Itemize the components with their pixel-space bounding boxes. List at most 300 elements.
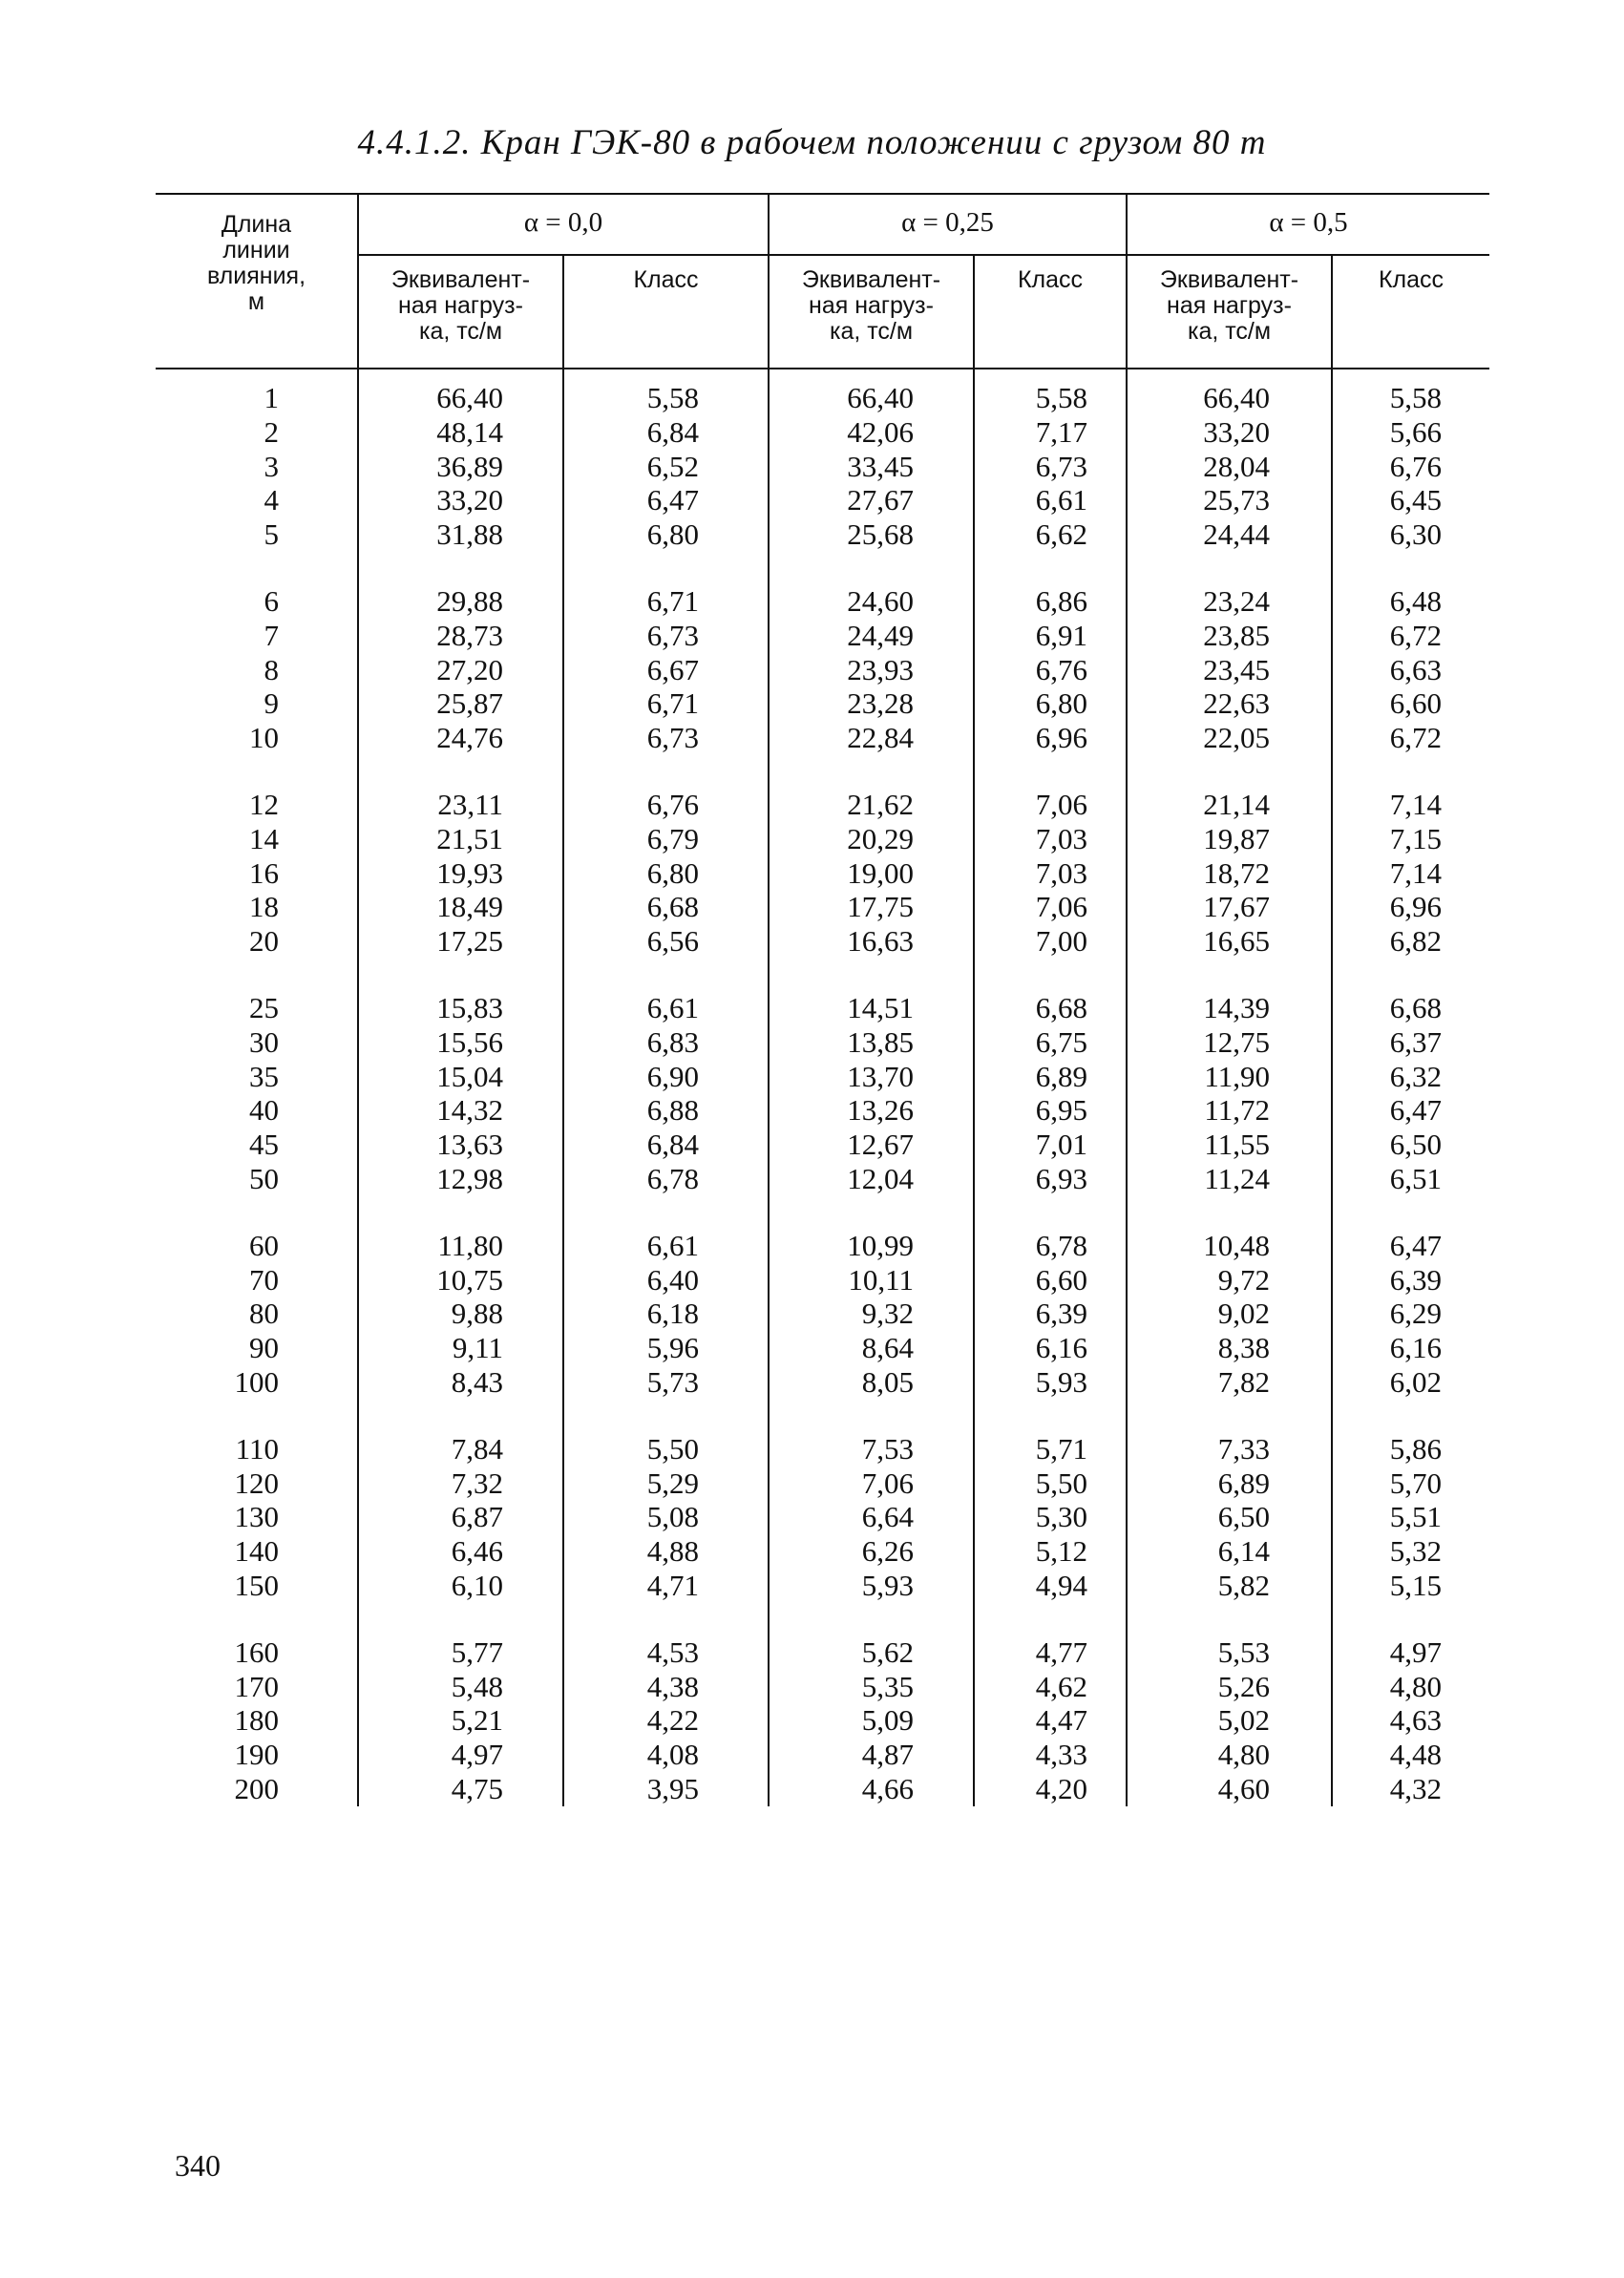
cell-equiv-load-a05: 23,45 — [1127, 653, 1332, 687]
cell-equiv-load-a0: 10,75 — [358, 1263, 563, 1297]
cell-class-a025: 6,96 — [974, 721, 1127, 755]
table-row — [156, 721, 1489, 755]
cell-equiv-load-a025: 42,06 — [769, 415, 974, 450]
header-equiv-line: Эквивалент- — [801, 266, 941, 293]
cell-equiv-load-a0: 6,87 — [358, 1500, 563, 1534]
cell-equiv-load-a0: 27,20 — [358, 653, 563, 687]
cell-equiv-load-a0: 13,63 — [358, 1128, 563, 1162]
cell-equiv-load-a025: 13,85 — [769, 1025, 974, 1060]
table-row — [156, 1128, 1489, 1162]
page-title: 4.4.1.2. Кран ГЭК-80 в рабочем положении с грузом 80 т — [357, 123, 1267, 162]
header-equiv-line: Эквивалент- — [390, 266, 531, 293]
cell-length: 45 — [249, 1128, 279, 1162]
header-length-line: м — [247, 288, 265, 315]
cell-length: 14 — [249, 821, 279, 855]
cell-class-a05: 7,14 — [1332, 755, 1489, 822]
header-equiv-line: ная нагруз- — [1167, 292, 1292, 319]
cell-equiv-load-a05: 33,20 — [1127, 415, 1332, 450]
cell-class-a05: 6,51 — [1332, 1162, 1489, 1196]
cell-equiv-load-a025: 16,63 — [769, 924, 974, 959]
cell-length: 120 — [234, 1466, 279, 1500]
table-row — [156, 1569, 1489, 1603]
cell-class-a025: 6,39 — [974, 1297, 1127, 1331]
header-equiv-load — [1127, 255, 1332, 369]
cell-equiv-load-a0: 25,87 — [358, 686, 563, 721]
cell-equiv-load-a05: 25,73 — [1127, 483, 1332, 517]
header-length-line: влияния, — [206, 263, 306, 289]
cell-class-a05: 5,70 — [1332, 1466, 1489, 1501]
cell-length: 70 — [249, 1262, 279, 1297]
cell-class-a0: 6,73 — [563, 619, 769, 653]
cell-equiv-load-a0: 66,40 — [358, 369, 563, 415]
cell-class-a025: 7,03 — [974, 856, 1127, 891]
cell-length: 25 — [249, 990, 279, 1024]
cell-class-a025: 7,17 — [974, 415, 1127, 450]
cell-length: 20 — [249, 924, 279, 959]
cell-equiv-load-a0: 5,21 — [358, 1703, 563, 1738]
cell-class-a025: 4,62 — [974, 1670, 1127, 1704]
cell-class-a025: 6,61 — [974, 483, 1127, 517]
table-row — [156, 1263, 1489, 1297]
cell-class-a0: 4,22 — [563, 1703, 769, 1738]
table-row — [156, 1060, 1489, 1094]
cell-equiv-load-a025: 12,04 — [769, 1162, 974, 1196]
cell-equiv-load-a05: 11,55 — [1127, 1128, 1332, 1162]
cell-class-a0: 4,88 — [563, 1534, 769, 1569]
table-row — [156, 415, 1489, 450]
cell-class-a0: 6,76 — [563, 755, 769, 822]
cell-length: 6 — [264, 583, 279, 618]
cell-equiv-load-a025: 7,06 — [769, 1466, 974, 1501]
cell-equiv-load-a0: 4,97 — [358, 1738, 563, 1772]
header-equiv-line: ка, тс/м — [418, 318, 503, 345]
cell-class-a05: 7,14 — [1332, 856, 1489, 891]
cell-length: 9 — [264, 686, 279, 721]
cell-class-a05: 6,72 — [1332, 721, 1489, 755]
table-row — [156, 1365, 1489, 1400]
cell-class-a025: 6,75 — [974, 1025, 1127, 1060]
header-equiv-line: Эквивалент- — [1159, 266, 1299, 293]
cell-class-a05: 6,50 — [1332, 1128, 1489, 1162]
table-row — [156, 1772, 1489, 1806]
cell-class-a05: 4,80 — [1332, 1670, 1489, 1704]
table-row — [156, 686, 1489, 721]
cell-class-a0: 6,83 — [563, 1025, 769, 1060]
cell-class-a025: 6,80 — [974, 686, 1127, 721]
cell-equiv-load-a025: 27,67 — [769, 483, 974, 517]
cell-equiv-load-a05: 22,63 — [1127, 686, 1332, 721]
cell-equiv-load-a025: 22,84 — [769, 721, 974, 755]
cell-class-a05: 5,15 — [1332, 1569, 1489, 1603]
cell-equiv-load-a05: 5,02 — [1127, 1703, 1332, 1738]
cell-equiv-load-a05: 10,48 — [1127, 1196, 1332, 1263]
cell-equiv-load-a05: 5,26 — [1127, 1670, 1332, 1704]
cell-length: 50 — [249, 1161, 279, 1195]
cell-class-a05: 5,58 — [1332, 369, 1489, 415]
cell-equiv-load-a0: 7,32 — [358, 1466, 563, 1501]
equivalent-load-table — [156, 193, 1489, 1806]
cell-equiv-load-a025: 24,60 — [769, 552, 974, 619]
cell-equiv-load-a0: 4,75 — [358, 1772, 563, 1806]
cell-equiv-load-a0: 14,32 — [358, 1093, 563, 1128]
table-row — [156, 369, 1489, 415]
cell-equiv-load-a0: 48,14 — [358, 415, 563, 450]
cell-equiv-load-a025: 13,70 — [769, 1060, 974, 1094]
cell-class-a05: 4,63 — [1332, 1703, 1489, 1738]
cell-equiv-load-a025: 8,05 — [769, 1365, 974, 1400]
table-row — [156, 856, 1489, 891]
cell-equiv-load-a025: 33,45 — [769, 450, 974, 484]
cell-equiv-load-a025: 4,87 — [769, 1738, 974, 1772]
cell-class-a025: 6,60 — [974, 1263, 1127, 1297]
cell-equiv-load-a05: 21,14 — [1127, 755, 1332, 822]
table-row — [156, 1466, 1489, 1501]
header-equiv-line: ка, тс/м — [1187, 318, 1272, 345]
cell-equiv-load-a0: 28,73 — [358, 619, 563, 653]
cell-equiv-load-a025: 5,93 — [769, 1569, 974, 1603]
header-equiv-load — [358, 255, 563, 369]
cell-class-a0: 3,95 — [563, 1772, 769, 1806]
cell-class-a025: 5,50 — [974, 1466, 1127, 1501]
cell-equiv-load-a05: 12,75 — [1127, 1025, 1332, 1060]
cell-equiv-load-a025: 24,49 — [769, 619, 974, 653]
table-row — [156, 1331, 1489, 1365]
cell-class-a05: 6,16 — [1332, 1331, 1489, 1365]
cell-length: 200 — [234, 1771, 279, 1805]
header-length-line: линии — [222, 237, 290, 264]
cell-class-a05: 6,47 — [1332, 1093, 1489, 1128]
header-class: Класс — [563, 255, 769, 369]
cell-equiv-load-a025: 10,11 — [769, 1263, 974, 1297]
cell-class-a0: 6,52 — [563, 450, 769, 484]
cell-class-a0: 5,29 — [563, 1466, 769, 1501]
cell-class-a05: 6,45 — [1332, 483, 1489, 517]
cell-equiv-load-a0: 11,80 — [358, 1196, 563, 1263]
header-alpha-0: α = 0,0 — [358, 194, 769, 255]
cell-class-a025: 6,73 — [974, 450, 1127, 484]
cell-length: 90 — [249, 1331, 279, 1365]
cell-class-a05: 6,48 — [1332, 552, 1489, 619]
cell-equiv-load-a025: 7,53 — [769, 1400, 974, 1466]
cell-equiv-load-a05: 22,05 — [1127, 721, 1332, 755]
cell-equiv-load-a05: 4,80 — [1127, 1738, 1332, 1772]
header-length-line: Длина — [221, 211, 292, 238]
cell-class-a05: 5,66 — [1332, 415, 1489, 450]
table-row — [156, 1603, 1489, 1670]
cell-length: 30 — [249, 1024, 279, 1059]
table-row — [156, 1297, 1489, 1331]
cell-equiv-load-a025: 21,62 — [769, 755, 974, 822]
cell-class-a0: 6,80 — [563, 517, 769, 552]
cell-class-a025: 6,91 — [974, 619, 1127, 653]
cell-class-a0: 6,71 — [563, 552, 769, 619]
cell-equiv-load-a0: 5,48 — [358, 1670, 563, 1704]
cell-class-a05: 6,47 — [1332, 1196, 1489, 1263]
table-row — [156, 552, 1489, 619]
cell-equiv-load-a05: 6,14 — [1127, 1534, 1332, 1569]
cell-class-a0: 6,61 — [563, 959, 769, 1025]
header-influence-line-length — [156, 194, 358, 369]
cell-class-a025: 4,77 — [974, 1603, 1127, 1670]
cell-equiv-load-a025: 8,64 — [769, 1331, 974, 1365]
table-row — [156, 822, 1489, 856]
cell-class-a025: 6,78 — [974, 1196, 1127, 1263]
page-number: 340 — [175, 2148, 221, 2183]
cell-class-a05: 6,82 — [1332, 924, 1489, 959]
cell-length: 35 — [249, 1059, 279, 1093]
cell-class-a0: 6,84 — [563, 1128, 769, 1162]
cell-class-a05: 6,02 — [1332, 1365, 1489, 1400]
cell-equiv-load-a05: 11,24 — [1127, 1162, 1332, 1196]
cell-equiv-load-a05: 14,39 — [1127, 959, 1332, 1025]
cell-equiv-load-a05: 5,82 — [1127, 1569, 1332, 1603]
cell-class-a025: 5,58 — [974, 369, 1127, 415]
header-class: Класс — [1332, 255, 1489, 369]
table-row — [156, 890, 1489, 924]
cell-class-a0: 6,18 — [563, 1297, 769, 1331]
load-table-container — [156, 193, 1489, 1806]
cell-length: 170 — [234, 1669, 279, 1703]
cell-length: 8 — [264, 652, 279, 686]
cell-equiv-load-a0: 21,51 — [358, 822, 563, 856]
cell-class-a0: 6,71 — [563, 686, 769, 721]
table-row — [156, 1500, 1489, 1534]
cell-length: 10 — [249, 721, 279, 755]
cell-class-a0: 4,53 — [563, 1603, 769, 1670]
cell-class-a0: 6,68 — [563, 890, 769, 924]
header-equiv-line: ка, тс/м — [829, 318, 914, 345]
cell-equiv-load-a05: 16,65 — [1127, 924, 1332, 959]
cell-length: 16 — [249, 855, 279, 890]
cell-class-a05: 6,72 — [1332, 619, 1489, 653]
cell-equiv-load-a0: 29,88 — [358, 552, 563, 619]
cell-class-a025: 7,03 — [974, 822, 1127, 856]
cell-class-a025: 7,00 — [974, 924, 1127, 959]
cell-equiv-load-a05: 11,90 — [1127, 1060, 1332, 1094]
cell-equiv-load-a0: 8,43 — [358, 1365, 563, 1400]
cell-class-a05: 4,97 — [1332, 1603, 1489, 1670]
cell-class-a05: 6,63 — [1332, 653, 1489, 687]
cell-length: 1 — [264, 381, 279, 414]
cell-length: 5 — [264, 517, 279, 552]
cell-class-a0: 4,38 — [563, 1670, 769, 1704]
table-body — [156, 369, 1489, 1806]
cell-equiv-load-a025: 5,62 — [769, 1603, 974, 1670]
header-alpha-05: α = 0,5 — [1127, 194, 1489, 255]
cell-class-a05: 4,48 — [1332, 1738, 1489, 1772]
cell-equiv-load-a0: 31,88 — [358, 517, 563, 552]
cell-class-a025: 5,93 — [974, 1365, 1127, 1400]
cell-class-a05: 4,32 — [1332, 1772, 1489, 1806]
cell-class-a0: 6,80 — [563, 856, 769, 891]
cell-equiv-load-a025: 20,29 — [769, 822, 974, 856]
header-equiv-line: ная нагруз- — [809, 292, 934, 319]
table-row — [156, 1196, 1489, 1263]
cell-class-a05: 6,60 — [1332, 686, 1489, 721]
table-row — [156, 1534, 1489, 1569]
header-alpha-025: α = 0,25 — [769, 194, 1127, 255]
cell-class-a05: 5,32 — [1332, 1534, 1489, 1569]
cell-length: 18 — [249, 890, 279, 924]
cell-equiv-load-a025: 17,75 — [769, 890, 974, 924]
cell-equiv-load-a05: 6,89 — [1127, 1466, 1332, 1501]
cell-equiv-load-a0: 36,89 — [358, 450, 563, 484]
cell-equiv-load-a05: 6,50 — [1127, 1500, 1332, 1534]
cell-class-a0: 5,73 — [563, 1365, 769, 1400]
table-row — [156, 619, 1489, 653]
table-row — [156, 755, 1489, 822]
cell-class-a0: 6,88 — [563, 1093, 769, 1128]
cell-class-a05: 6,32 — [1332, 1060, 1489, 1094]
cell-equiv-load-a05: 23,24 — [1127, 552, 1332, 619]
cell-class-a025: 6,95 — [974, 1093, 1127, 1128]
cell-length: 130 — [234, 1500, 279, 1534]
cell-length: 4 — [264, 483, 279, 517]
cell-equiv-load-a0: 5,77 — [358, 1603, 563, 1670]
table-row — [156, 450, 1489, 484]
cell-class-a0: 6,67 — [563, 653, 769, 687]
cell-equiv-load-a05: 17,67 — [1127, 890, 1332, 924]
table-row — [156, 959, 1489, 1025]
cell-equiv-load-a05: 9,02 — [1127, 1297, 1332, 1331]
cell-equiv-load-a0: 15,83 — [358, 959, 563, 1025]
cell-class-a025: 4,94 — [974, 1569, 1127, 1603]
cell-length: 3 — [264, 449, 279, 483]
cell-equiv-load-a05: 24,44 — [1127, 517, 1332, 552]
cell-equiv-load-a0: 6,46 — [358, 1534, 563, 1569]
cell-length: 150 — [234, 1568, 279, 1602]
cell-class-a0: 4,08 — [563, 1738, 769, 1772]
cell-length: 2 — [264, 414, 279, 449]
cell-class-a0: 6,90 — [563, 1060, 769, 1094]
cell-equiv-load-a05: 28,04 — [1127, 450, 1332, 484]
cell-class-a05: 5,86 — [1332, 1400, 1489, 1466]
cell-class-a05: 6,76 — [1332, 450, 1489, 484]
cell-equiv-load-a05: 19,87 — [1127, 822, 1332, 856]
cell-equiv-load-a0: 12,98 — [358, 1162, 563, 1196]
cell-length: 80 — [249, 1297, 279, 1331]
table-row — [156, 1093, 1489, 1128]
header-class: Класс — [974, 255, 1127, 369]
cell-class-a0: 6,47 — [563, 483, 769, 517]
cell-equiv-load-a025: 6,26 — [769, 1534, 974, 1569]
cell-class-a025: 7,06 — [974, 890, 1127, 924]
cell-class-a025: 6,86 — [974, 552, 1127, 619]
cell-class-a025: 5,30 — [974, 1500, 1127, 1534]
cell-class-a025: 6,93 — [974, 1162, 1127, 1196]
cell-class-a0: 6,78 — [563, 1162, 769, 1196]
cell-class-a025: 6,89 — [974, 1060, 1127, 1094]
cell-length: 180 — [234, 1703, 279, 1738]
table-row — [156, 517, 1489, 552]
cell-class-a05: 6,30 — [1332, 517, 1489, 552]
cell-class-a025: 6,76 — [974, 653, 1127, 687]
cell-equiv-load-a05: 9,72 — [1127, 1263, 1332, 1297]
cell-equiv-load-a05: 4,60 — [1127, 1772, 1332, 1806]
cell-class-a025: 6,62 — [974, 517, 1127, 552]
cell-class-a0: 6,73 — [563, 721, 769, 755]
cell-class-a05: 5,51 — [1332, 1500, 1489, 1534]
table-row — [156, 924, 1489, 959]
cell-equiv-load-a05: 66,40 — [1127, 369, 1332, 415]
cell-class-a025: 4,20 — [974, 1772, 1127, 1806]
cell-class-a05: 6,39 — [1332, 1263, 1489, 1297]
cell-equiv-load-a0: 17,25 — [358, 924, 563, 959]
cell-class-a0: 6,79 — [563, 822, 769, 856]
cell-class-a025: 5,12 — [974, 1534, 1127, 1569]
cell-class-a025: 7,01 — [974, 1128, 1127, 1162]
header-equiv-load — [769, 255, 974, 369]
cell-equiv-load-a05: 18,72 — [1127, 856, 1332, 891]
header-equiv-line: ная нагруз- — [398, 292, 523, 319]
cell-class-a0: 6,40 — [563, 1263, 769, 1297]
table-row — [156, 1703, 1489, 1738]
cell-equiv-load-a025: 19,00 — [769, 856, 974, 891]
cell-length: 110 — [235, 1431, 279, 1466]
cell-equiv-load-a025: 12,67 — [769, 1128, 974, 1162]
table-row — [156, 653, 1489, 687]
cell-class-a05: 6,29 — [1332, 1297, 1489, 1331]
cell-class-a0: 5,58 — [563, 369, 769, 415]
cell-equiv-load-a025: 6,64 — [769, 1500, 974, 1534]
cell-equiv-load-a025: 5,35 — [769, 1670, 974, 1704]
table-row — [156, 1400, 1489, 1466]
cell-class-a025: 6,16 — [974, 1331, 1127, 1365]
cell-equiv-load-a025: 23,28 — [769, 686, 974, 721]
cell-equiv-load-a025: 4,66 — [769, 1772, 974, 1806]
cell-length: 40 — [249, 1093, 279, 1128]
cell-equiv-load-a025: 9,32 — [769, 1297, 974, 1331]
cell-length: 100 — [234, 1364, 279, 1399]
cell-class-a0: 6,61 — [563, 1196, 769, 1263]
table-row — [156, 1738, 1489, 1772]
cell-class-a0: 5,50 — [563, 1400, 769, 1466]
cell-class-a05: 6,37 — [1332, 1025, 1489, 1060]
cell-equiv-load-a025: 23,93 — [769, 653, 974, 687]
cell-equiv-load-a05: 11,72 — [1127, 1093, 1332, 1128]
cell-class-a05: 7,15 — [1332, 822, 1489, 856]
cell-equiv-load-a05: 7,33 — [1127, 1400, 1332, 1466]
cell-class-a0: 5,96 — [563, 1331, 769, 1365]
cell-equiv-load-a0: 9,11 — [358, 1331, 563, 1365]
cell-equiv-load-a05: 5,53 — [1127, 1603, 1332, 1670]
cell-equiv-load-a0: 7,84 — [358, 1400, 563, 1466]
cell-equiv-load-a025: 10,99 — [769, 1196, 974, 1263]
cell-equiv-load-a0: 15,04 — [358, 1060, 563, 1094]
table-row — [156, 1162, 1489, 1196]
cell-class-a0: 5,08 — [563, 1500, 769, 1534]
cell-equiv-load-a0: 19,93 — [358, 856, 563, 891]
cell-class-a05: 6,68 — [1332, 959, 1489, 1025]
cell-class-a025: 7,06 — [974, 755, 1127, 822]
cell-class-a0: 6,84 — [563, 415, 769, 450]
cell-equiv-load-a025: 66,40 — [769, 369, 974, 415]
cell-class-a0: 6,56 — [563, 924, 769, 959]
cell-equiv-load-a05: 8,38 — [1127, 1331, 1332, 1365]
cell-equiv-load-a0: 6,10 — [358, 1569, 563, 1603]
cell-equiv-load-a025: 25,68 — [769, 517, 974, 552]
cell-class-a0: 4,71 — [563, 1569, 769, 1603]
cell-class-a025: 6,68 — [974, 959, 1127, 1025]
cell-class-a025: 5,71 — [974, 1400, 1127, 1466]
cell-equiv-load-a05: 23,85 — [1127, 619, 1332, 653]
table-row — [156, 483, 1489, 517]
cell-length: 12 — [249, 787, 279, 821]
cell-equiv-load-a05: 7,82 — [1127, 1365, 1332, 1400]
cell-equiv-load-a0: 23,11 — [358, 755, 563, 822]
cell-class-a025: 4,47 — [974, 1703, 1127, 1738]
table-row — [156, 1025, 1489, 1060]
